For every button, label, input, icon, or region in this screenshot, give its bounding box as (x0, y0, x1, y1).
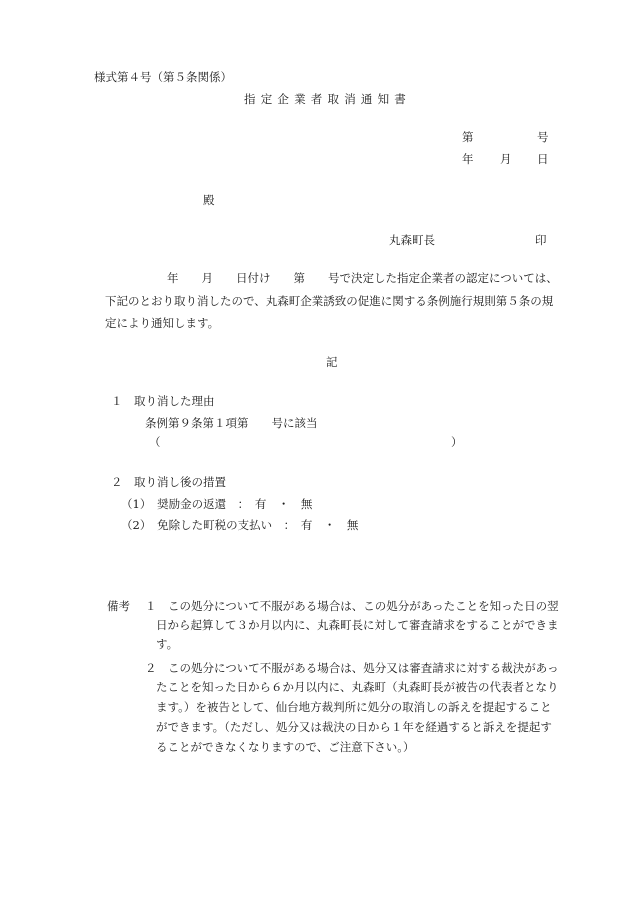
section-1-paren-close: ） (451, 435, 463, 449)
note-1-line: す。 (156, 637, 179, 651)
section-2-item-tax-payment: （2） 免除した町税の支払い ： 有 ・ 無 (121, 518, 359, 532)
date-month: 月 (500, 152, 512, 166)
note-2-line: たことを知った日から６か月以内に、丸森町（丸森町長が被告の代表者となり (156, 680, 559, 694)
form-label: 様式第４号（第５条関係） (94, 70, 232, 84)
addressee-honorific: 殿 (203, 193, 215, 207)
note-2-line: ２ この処分について不服がある場合は、処分又は審査請求に対する裁決があっ (145, 661, 559, 675)
section-1-paren-open: （ (149, 435, 161, 449)
section-2-item-subsidy-refund: （1） 奨励金の返還 ： 有 ・ 無 (121, 497, 313, 511)
note-2-line: ることができなくなりますので、ご注意下さい。） (156, 740, 415, 754)
notes-label: 備考 (107, 599, 130, 613)
note-1-line: １ この処分について不服がある場合は、この処分があったことを知った日の翌 (145, 599, 559, 613)
body-text-line: 下記のとおり取り消したので、丸森町企業誘致の促進に関する条例施行規則第５条の規 (105, 294, 554, 308)
document-title: 指定企業者取消通知書 (244, 92, 411, 106)
body-text-line: 年 月 日付け 第 号で決定した指定企業者の認定については、 (167, 271, 558, 285)
section-1-heading: １ 取り消した理由 (111, 394, 215, 408)
note-2-line: ができます。（ただし、処分又は裁決の日から１年を経過すると訴えを提起す (156, 720, 552, 734)
note-2-line: ます。）を被告として、仙台地方裁判所に処分の取消しの訴えを提起すること (156, 700, 552, 714)
ki-heading: 記 (326, 355, 338, 369)
date-year: 年 (462, 152, 474, 166)
document-number-suffix: 号 (537, 130, 549, 144)
document-number-prefix: 第 (462, 130, 474, 144)
section-2-heading: ２ 取り消し後の措置 (111, 475, 226, 489)
issuer-name: 丸森町長 (389, 233, 435, 247)
date-day: 日 (537, 152, 549, 166)
seal-mark: 印 (535, 233, 547, 247)
body-text-line: 定により通知します。 (105, 316, 220, 330)
section-1-reason: 条例第９条第１項第 号に該当 (145, 416, 318, 430)
note-1-line: 日から起算して３か月以内に、丸森町長に対して審査請求をすることができま (156, 618, 559, 632)
